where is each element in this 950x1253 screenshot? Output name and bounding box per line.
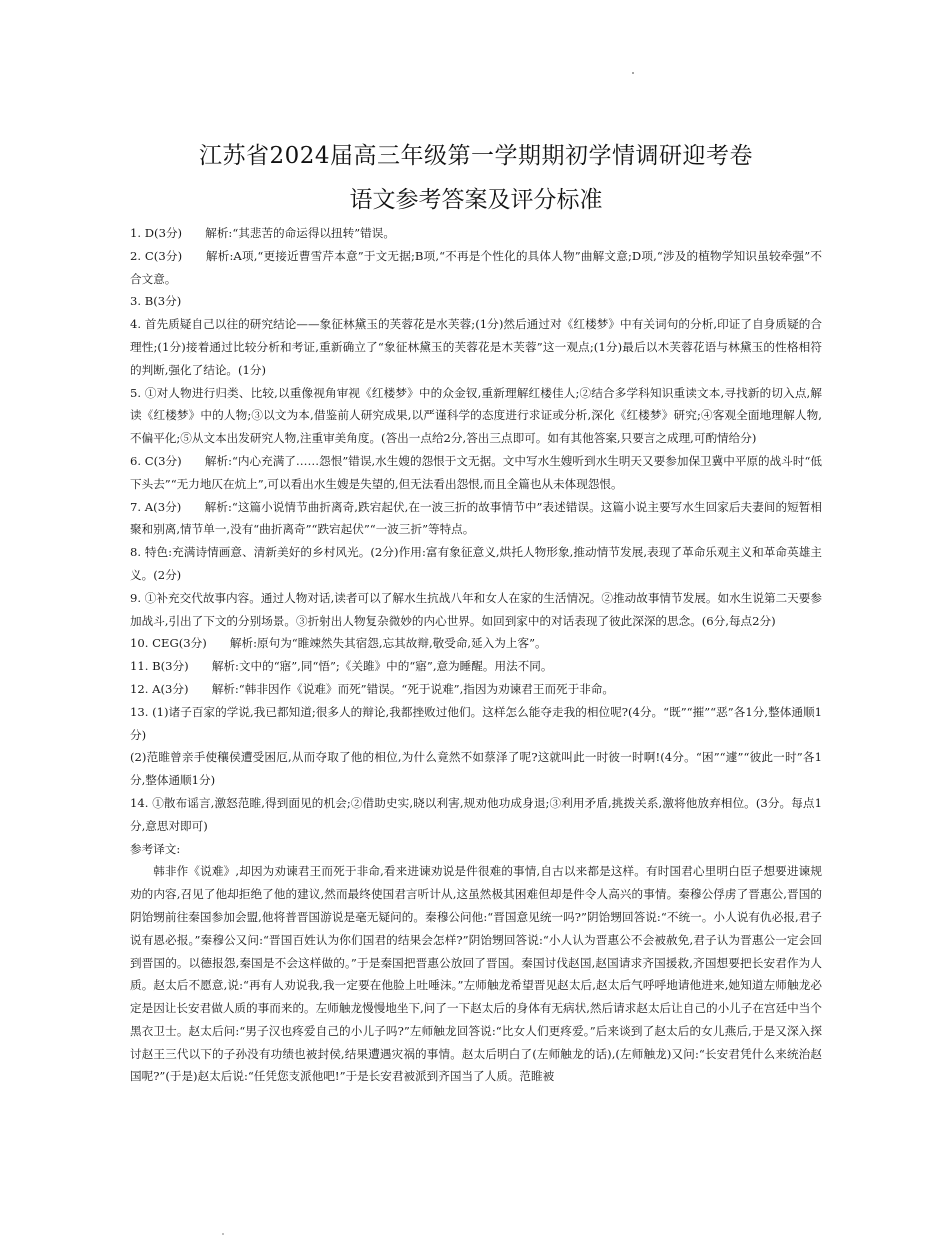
answer-8: 8. 特色:充满诗情画意、清新美好的乡村风光。(2分)作用:富有象征意义,烘托人物形象,推动情节发展,表现了革命乐观主义和革命英雄主义。(2分) [130,545,822,582]
answer-6: 6. C(3分) 解析:“内心充满了……怨恨”错误,水生嫂的怨恨于文无据。文中写水生嫂听到水生明天又要参加保卫冀中平原的战斗时“低下头去”“无力地仄在炕上”,可以看出水生嫂是失望的,但无法看出怨恨,而且全篇也从未体现怨恨。 [130,453,822,491]
answer-1: 1. D(3分) 解析:“其悲苦的命运得以扭转”错误。 [130,226,395,240]
answer-10: 10. CEG(3分) 解析:原句为“睢竦然失其宿怨,忘其故辩,敬受命,延入为上客”。 [130,636,547,651]
answer-11: 11. B(3分) 解析:文中的“寤”,同“悟”;《关雎》中的“寤”,意为睡醒。用法不同。 [130,659,553,674]
answer-12: 12. A(3分) 解析:“韩非因作《说难》而死”错误。“死于说难”,指因为劝谏君王而死于非命。 [130,681,615,696]
answer-key-subtitle: 语文参考答案及评分标准 [349,187,603,213]
answer-7: 7. A(3分) 解析:“这篇小说情节曲折离奇,跌宕起伏,在一波三折的故事情节中”表述错误。这篇小说主要写水生回家后夫妻间的短暂相聚和别离,情节单一,没有“曲折离奇”“跌宕起伏”“一波三折”等特点。 [130,499,822,537]
answer-13-part-1: 13. (1)诸子百家的学说,我已都知道;很多人的辩论,我都挫败过他们。这样怎么能夺走我的相位呢?(4分。“既”“摧”“恶”各1分,整体通顺1分) [130,704,822,742]
answer-5: 5. ①对人物进行归类、比较,以重像视角审视《红楼梦》中的众金钗,重新理解红楼佳人;②结合多学科知识重读文本,寻找新的切入点,解读《红楼梦》中的人物;③以文为本,借鉴前人研究成果,以严谨科学的态度进行求证或分析,深化《红楼梦》研究;④客观全面地理解人物,不偏平化;⑤从文本出发研究人物,注重审美角度。(答出一点给2分,答出三点即可。如有其他答案,只要言之成理,可酌情给分) [130,385,822,446]
translation-text: 韩非作《说难》,却因为劝谏君王而死于非命,看来进谏劝说是件很难的事情,自古以来都是这样。有时国君心里明白臣子想要进谏规劝的内容,召见了他却拒绝了他的建议,然而最终使国君言听计从,这虽然极其困难但却是件令人高兴的事情。秦穆公俘虏了晋惠公,晋国的阴饴甥前往秦国参加会盟,他将普晋国游说是毫无疑问的。秦穆公问他:“晋国意见统一吗?”阴饴甥回答说:“不统一。小人说有仇必报,君子说有恩必报。”秦穆公又问:“晋国百姓认为你们国君的结果会怎样?”阴饴甥回答说:“小人认为晋惠公不会被赦免,君子认为晋惠公一定会回到晋国的。以德报怨,秦国是不会这样做的。”于是秦国把晋惠公放回了晋国。秦国讨伐赵国,赵国请求齐国援救,齐国想要把长安君作为人质。赵太后不愿意,说:“再有人劝说我,我一定要在他脸上吐唾沫。”左师触龙希望晋见赵太后,赵太后气呼呼地请他进来,她知道左师触龙必定是因让长安君做人质的事而来的。左师触龙慢慢地坐下,问了一下赵太后的身体有无病状,然后请求赵太后让自己的小儿子在宫廷中当个黑衣卫士。赵太后问:“男子汉也疼爱自己的小儿子吗?”左师触龙回答说:“比女人们更疼爱。”后来谈到了赵太后的女儿燕后,于是又深入探讨赵王三代以下的子孙没有功绩也被封侯,结果遭遇灾祸的事情。赵太后明白了(左师触龙的话),(左师触龙)又问:“长安君凭什么来统治赵国呢?”(于是)赵太后说:“任凭您支派他吧!”于是长安君被派到齐国当了人质。范睢被 [130,864,822,1084]
answer-9: 9. ①补充交代故事内容。通过人物对话,读者可以了解水生抗战八年和女人在家的生活情况。②推动故事情节发展。如水生说第二天要参加战斗,引出了下文的分别场景。③折射出人物复杂微妙的内心世界。如回到家中的对话表现了彼此深深的思念。(6分,每点2分) [130,590,822,628]
answer-14: 14. ①散布谣言,激怒范睢,得到面见的机会;②借助史实,晓以利害,规劝他功成身退;③利用矛盾,挑拨关系,激将他放弃相位。(3分。每点1分,意思对即可) [130,795,822,833]
answer-13-part-2: (2)范睢曾亲手使穰侯遭受困厄,从而夺取了他的相位,为什么竟然不如蔡泽了呢?这就叫此一时彼一时啊!(4分。“困”“遽”“彼此一时”各1分,整体通顺1分) [130,750,822,788]
translation-label: 参考译文: [130,841,181,856]
answer-3: 3. B(3分) [130,294,182,309]
exam-title: 江苏省2024届高三年级第一学期期初学情调研迎考卷 [198,143,754,169]
scan-speck [632,72,634,74]
answer-2: 2. C(3分) 解析:A项,“更接近曹雪芹本意”于文无据;B项,“不再是个性化的具体人物”曲解文意;D项,“涉及的植物学知识虽较牵强”不合文意。 [130,248,822,286]
scan-speck [222,1233,224,1235]
answer-4: 4. 首先质疑自己以往的研究结论——象征林黛玉的芙蓉花是水芙蓉;(1分)然后通过对《红楼梦》中有关词句的分析,印证了自身质疑的合理性;(1分)接着通过比较分析和考证,重新确立了“象征林黛玉的芙蓉花是木芙蓉”这一观点;(1分)最后以木芙蓉花语与林黛玉的性格相符的判断,强化了结论。(1分) [130,317,822,377]
answer-body [130,222,822,1088]
